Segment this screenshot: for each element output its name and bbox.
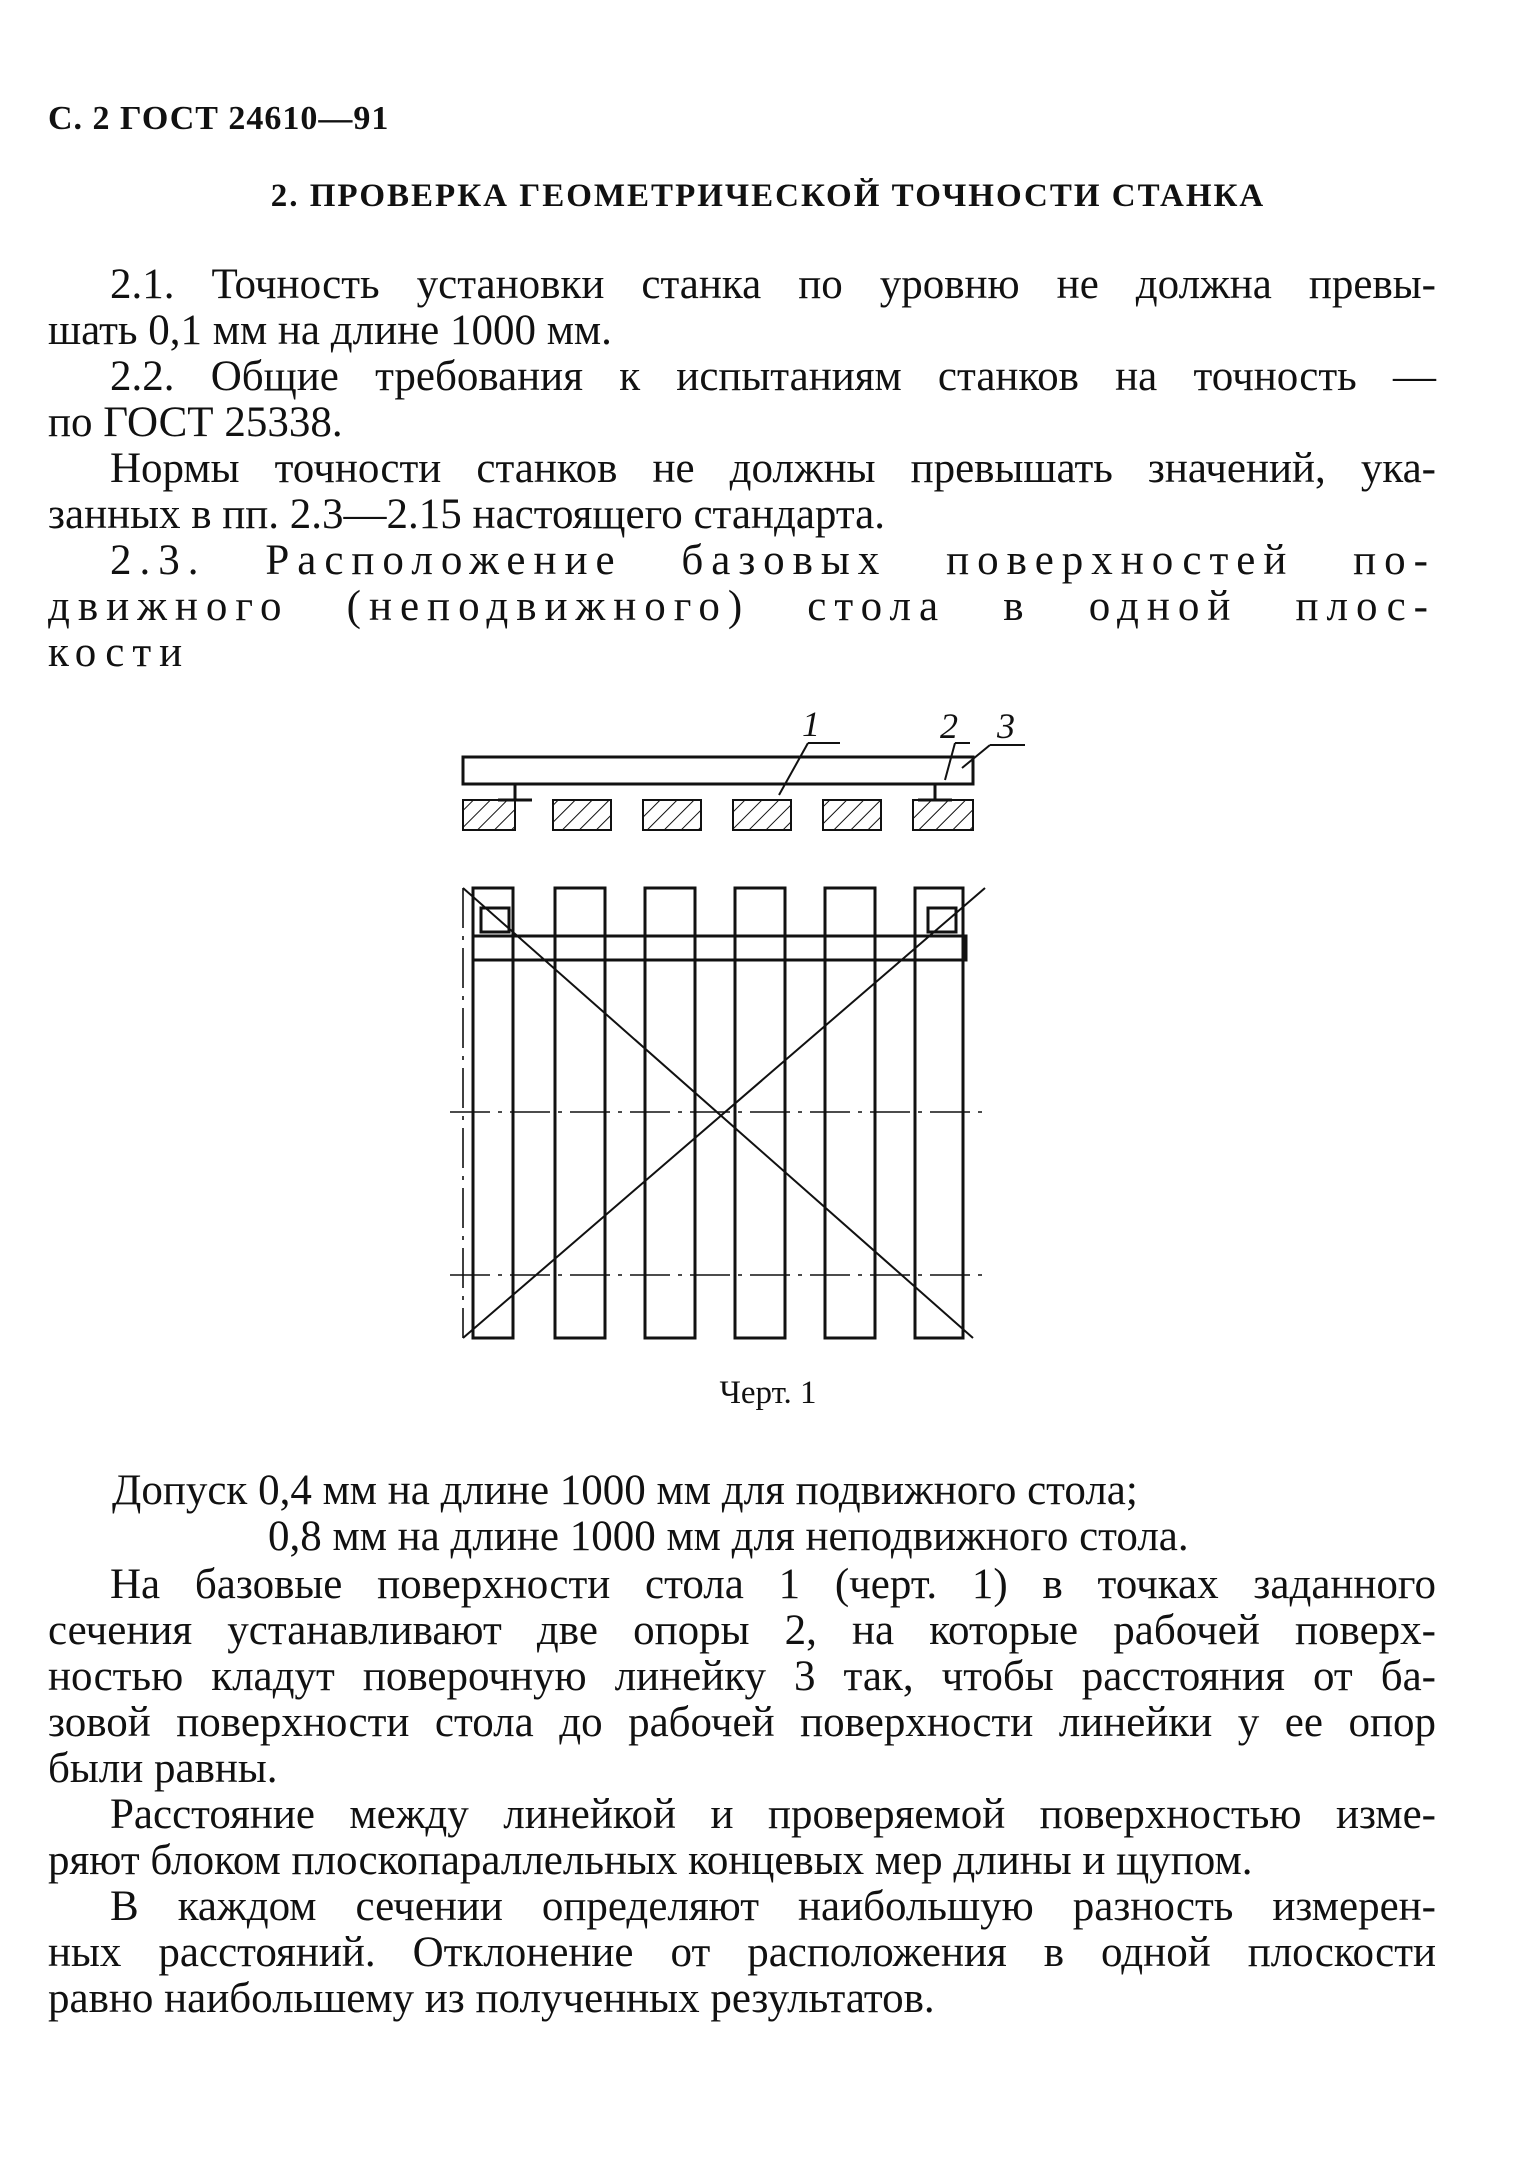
para-2-3-line-3: кости <box>48 629 191 676</box>
method-line-5: были равны. <box>48 1745 278 1792</box>
para-norms-line-1: Нормы точности станков не должны превышать значений, ука- <box>110 445 1436 492</box>
para-norms-line-2: занных в пп. 2.3—2.15 настоящего стандарта. <box>48 491 885 538</box>
tolerance-line-1: Допуск 0,4 мм на длине 1000 мм для подвижного стола; <box>112 1467 1138 1514</box>
method-line-4: зовой поверхности стола до рабочей поверхности линейки у ее опор <box>48 1699 1436 1746</box>
ruler-side <box>463 757 973 784</box>
measure-line-2: ряют блоком плоскопараллельных концевых мер длины и щупом. <box>48 1837 1253 1884</box>
figure-caption: Черт. 1 <box>719 1375 817 1411</box>
method-line-2: сечения устанавливают две опоры 2, на которые рабочей поверх- <box>48 1607 1436 1654</box>
para-2-3-line-2: движного (неподвижного) стола в одной плос- <box>48 583 1436 630</box>
section-title: 2. ПРОВЕРКА ГЕОМЕТРИЧЕСКОЙ ТОЧНОСТИ СТАНКА <box>270 178 1266 214</box>
tolerance-line-2: 0,8 мм на длине 1000 мм для неподвижного стола. <box>268 1513 1189 1560</box>
callout-2: 2 <box>940 706 958 746</box>
result-line-1: В каждом сечении определяют наибольшую разность измерен- <box>110 1883 1436 1930</box>
result-line-2: ных расстояний. Отклонение от расположения в одной плоскости <box>48 1929 1436 1976</box>
method-line-3: ностью кладут поверочную линейку 3 так, чтобы расстояния от ба- <box>48 1653 1436 1700</box>
side-view <box>463 704 1025 830</box>
ruler-plan <box>473 936 966 960</box>
result-line-3: равно наибольшему из полученных результатов. <box>48 1975 935 2022</box>
para-2-2-line-1: 2.2. Общие требования к испытаниям станков на точность — <box>110 353 1436 400</box>
para-2-1-line-1: 2.1. Точность установки станка по уровню не должна превы- <box>110 261 1436 308</box>
para-2-2-line-2: по ГОСТ 25338. <box>48 399 343 446</box>
para-2-3-line-1: 2.3. Расположение базовых поверхностей по- <box>110 537 1436 584</box>
measure-line-1: Расстояние между линейкой и проверяемой поверхностью изме- <box>110 1791 1436 1838</box>
page-header: С. 2 ГОСТ 24610—91 <box>48 100 390 137</box>
base-blocks <box>463 800 973 830</box>
plan-view <box>450 888 990 1338</box>
para-2-1-line-2: шать 0,1 мм на длине 1000 мм. <box>48 307 612 354</box>
callout-3: 3 <box>997 706 1015 746</box>
callout-1: 1 <box>802 704 820 744</box>
method-line-1: На базовые поверхности стола 1 (черт. 1) в точках заданного <box>110 1561 1436 1608</box>
